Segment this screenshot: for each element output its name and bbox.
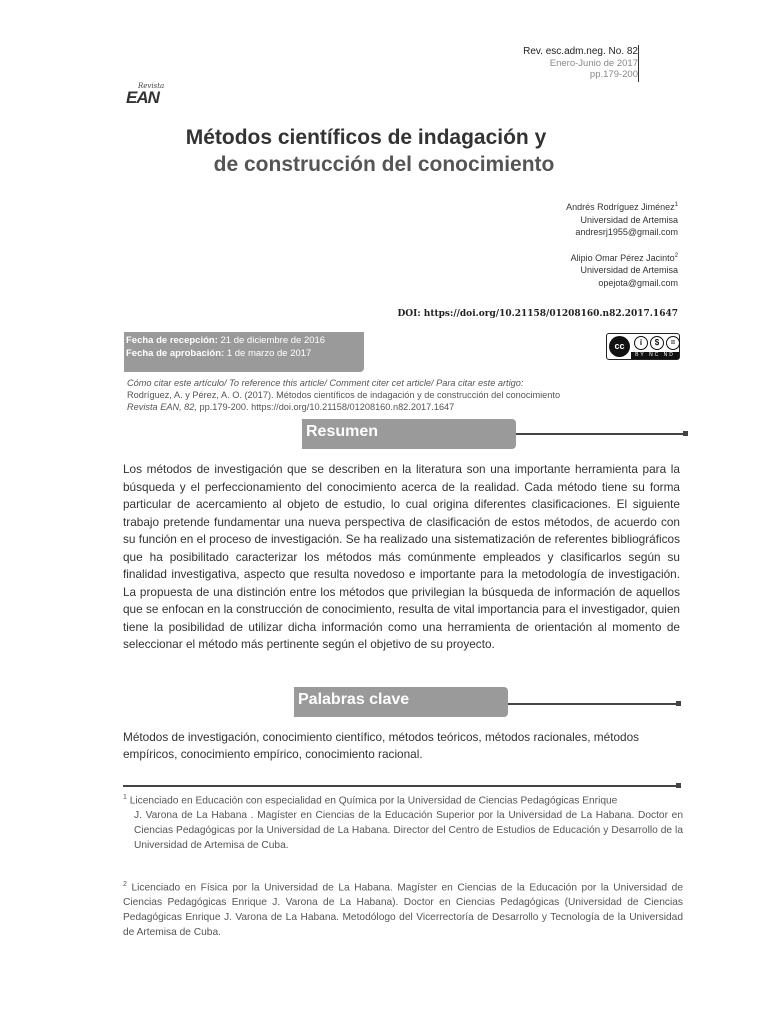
by-person-icon: i (634, 336, 648, 350)
cc-license-badge[interactable] (606, 333, 680, 360)
received-label: Fecha de recepción: (126, 335, 218, 346)
author-affiliation: Universidad de Artemisa (580, 214, 678, 225)
author-affiliation: Universidad de Artemisa (580, 265, 678, 275)
footnote-text: Licenciado en Física por la Universidad de La Habana. Magíster en Ciencias de la Educación por la Universidad de Ciencias Pedagógicas Enrique J. Varona de La Habana). Doctor en Ciencias Pedagógicas (Universidad de Ciencias Pedagógicas Enrique J. Varona de La Habana. Metodólogo del Vicerrectoría de Desarrollo y Tecnología de la Universidad de Artemisa de Cuba. (123, 882, 683, 939)
citation-reference: Rodríguez, A. y Pérez, A. O. (2017). Métodos científicos de indagación y de construcción del conocimiento (127, 390, 561, 400)
approved-label: Fecha de aprobación: (126, 348, 225, 359)
keywords-heading: Palabras clave (294, 687, 508, 717)
article-title-line1: Métodos científicos de indagación y (185, 126, 547, 149)
journal-date: Enero-Junio de 2017 (549, 57, 638, 69)
keywords-heading-dot (676, 701, 681, 706)
author-footnote-mark: 2 (674, 252, 678, 259)
logo-script-text: Revista (138, 82, 165, 90)
keywords-heading-rule (508, 703, 680, 705)
footnote-rule (123, 785, 680, 787)
logo-ean-text: EAN (126, 88, 159, 107)
abstract-heading-rule (516, 433, 684, 435)
abstract-text: Los métodos de investigación que se describen en la literatura son una importante herramienta para la búsqueda y el perfeccionamiento del conocimiento acerca de la realidad. Cada método tiene su forma particular de acercamiento al objeto de estudio, lo cual origina diferentes clasificaciones. El siguiente trabajo pretende fundamentar una nueva perspectiva de clasificación de estos métodos, de acuerdo con su función en el proceso de investigación. Se ha realizado una sistematización de referentes bibliográficos que ha posibilitado caracterizar los métodos más comúnmente empleados y clasificarlos según su finalidad investigativa, aspecto que resulta novedoso e importante para la metodología de investigación. La propuesta de una distinción entre los métodos que privilegian la búsqueda de información de aquellos que se enfocan en la construcción de conocimiento, resulta de vital importancia para el investigador, quien tiene la posibilidad de utilizar dicha información como una herramienta de orientación al momento de seleccionar el método más pertinente según el objetivo de su proyecto. (123, 462, 680, 651)
author-name: Andrés Rodríguez Jiménez (566, 202, 675, 212)
author-footnote-mark: 1 (674, 202, 678, 208)
approved-date: 1 de marzo de 2017 (224, 348, 312, 359)
citation-intro: Cómo citar este artículo/ To reference this article/ Comment citer cet article/ Para citar este artigo: (127, 378, 524, 388)
citation-block (127, 377, 560, 413)
journal-logo (126, 82, 174, 108)
author-1 (566, 199, 678, 239)
received-date: 21 de diciembre de 2016 (217, 335, 326, 346)
journal-reference (523, 46, 638, 81)
nc-dollar-icon: $ (650, 336, 664, 350)
footnote-rule-dot (676, 783, 681, 788)
footnote-2 (123, 877, 683, 940)
journal-issue: Rev. esc.adm.neg. No. 82 (523, 46, 638, 57)
footnote-text-continued: J. Varona de La Habana . Magíster en Ciencias de la Educación Superior por la Universidad de La Habana. Doctor en Ciencias Pedagógicas por la Universidad de La Habana. Director del Centro de Estudios de Educación y Desarrollo de la Universidad de Artemisa de Cuba. (134, 810, 683, 852)
footnote-text: Licenciado en Educación con especialidad en Química por la Universidad de Ciencias Pedagógicas Enrique (126, 795, 618, 807)
abstract-heading-dot (683, 431, 688, 436)
doi-link[interactable]: DOI: https://doi.org/10.21158/01208160.n82.2017.1647 (397, 309, 678, 319)
journal-pages: pp.179-200 (589, 69, 638, 80)
article-title-line2: de construcción del conocimiento (213, 153, 555, 176)
authors-block (566, 199, 678, 289)
author-name: Alipio Omar Pérez Jacinto (570, 252, 675, 263)
abstract-heading: Resumen (302, 419, 516, 449)
footnote-mark: 1 (123, 794, 127, 801)
cc-icon: cc (609, 336, 630, 357)
footnote-1 (123, 790, 683, 853)
footnote-mark: 2 (123, 881, 127, 888)
journal-reference-bar (638, 45, 639, 82)
author-2 (566, 250, 678, 290)
author-email[interactable]: opejota@gmail.com (598, 277, 678, 288)
license-terms: BY NC ND (631, 352, 679, 359)
keywords-text: Métodos de investigación, conocimiento científico, métodos teóricos, métodos racionales, métodos empíricos, conocimiento empírico, conocimiento racional. (123, 730, 640, 761)
dates-box (124, 332, 364, 372)
nd-equals-icon: = (666, 336, 680, 350)
citation-journal: Revista EAN, 82, (127, 402, 197, 412)
citation-pages-doi[interactable]: pp.179-200. https://doi.org/10.21158/01208160.n82.2017.1647 (196, 402, 455, 412)
author-email[interactable]: andresrj1955@gmail.com (575, 227, 678, 237)
